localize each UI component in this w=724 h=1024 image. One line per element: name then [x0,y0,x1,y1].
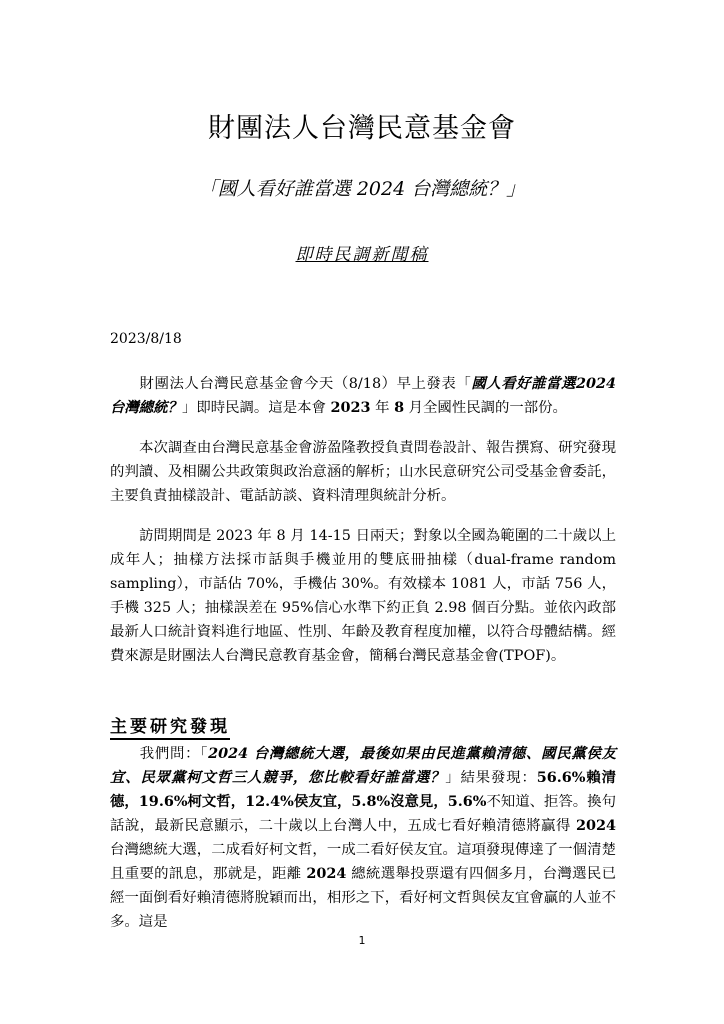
paragraph-methodology-team [110,436,616,508]
bold-text: 柯文哲， [187,793,246,810]
paragraph-text: 我們問：「 [139,746,209,762]
release-date: 2023/8/18 [110,331,182,347]
document-title: 財團法人台灣民意基金會 [208,113,516,144]
paragraph-text: 」即時民調。這是本會 [181,400,331,416]
bold-percent: 5.6% [447,793,487,810]
document-subtitle: 「國人看好誰當選 2024 台灣總統？」 [198,178,526,200]
bold-percent: 12.4% [245,793,294,810]
paragraph-text: 訪問期間是 2023 年 8 月 14-15 日兩天；對象以全國為範圍的二十歲以上成年人；抽樣方法採市話與手機並用的雙底冊抽樣（dual-frame random sampling），市話佔 70%，手機佔 30%。有效樣本 1081 人，市話 756 人，手機 325 人；抽樣誤差在 95%信心水準下約正負 2.98 個百分點。並依內政部最新人口統計資料進行地區、性別、年齡及教育程度加權，以符合母體結構。經費來源是財團法人台灣民意教育基金會，簡稱台灣民意基金會(TPOF)。 [110,528,616,664]
release-type-label: 即時民調新聞稿 [295,245,429,265]
bold-year: 2024 [575,817,616,834]
paragraph-findings [110,742,616,934]
bold-text: 賴清德， [110,769,616,810]
bold-year: 2023 [330,399,371,416]
page-number: 1 [358,934,366,947]
paragraph-text: 不知道、拒答。換句話說，最新民意顯示，二十歲以上台灣人中，五成七看好賴清德將贏得 [110,794,616,834]
survey-title-emphasis: 國人看好誰當選2024 台灣總統？ [110,375,616,416]
release-type [0,240,724,265]
paragraph-intro [110,372,616,420]
survey-question-emphasis: 2024 台灣總統大選，最後如果由民進黨賴清德、國民黨侯友宜、民眾黨柯文哲三人競爭，您比較看好誰當選？ [110,745,616,786]
bold-text: 沒意見， [390,793,448,810]
bold-year: 2024 [306,865,347,882]
bold-month: 8 [394,399,405,416]
paragraph-text: 總統選舉投票還有四個多月，台灣選民已經一面倒看好賴清德將脫穎而出，相形之下，看好柯文哲與侯友宜會贏的人並不多。這是 [110,866,617,930]
bold-percent: 56.6% [536,769,586,786]
bold-text: 侯友宜， [293,793,352,810]
paragraph-text: 」結果發現： [445,770,537,786]
paragraph-text: 台灣總統大選，二成看好柯文哲，一成二看好侯友宜。這項發現傳達了一個清楚且重要的訊息，那就是，距離 [110,842,616,882]
paragraph-text: 年 [370,400,395,416]
bold-percent: 5.8% [351,793,391,810]
paragraph-text: 月全國性民調的一部份。 [404,400,567,416]
paragraph-sampling [110,524,616,668]
bold-percent: 19.6% [138,793,188,810]
section-heading: 主要研究發現 [110,712,230,740]
paragraph-text: 財團法人台灣民意基金會今天（8/18）早上發表「 [139,376,472,392]
paragraph-text: 本次調查由台灣民意基金會游盈隆教授負責問卷設計、報告撰寫、研究發現的判讀、及相關公共政策與政治意涵的解析；山水民意研究公司受基金會委託，主要負責抽樣設計、電話訪談、資料清理與統計分析。 [110,440,616,504]
